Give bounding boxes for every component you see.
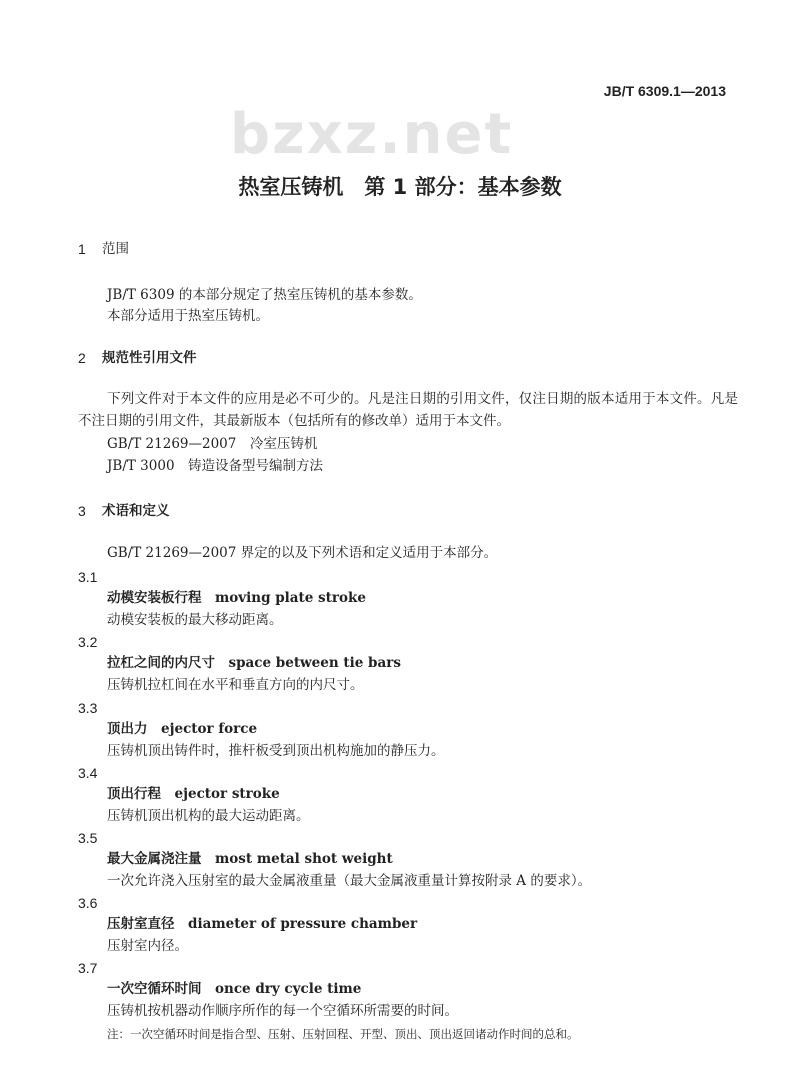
term-heading: 一次空循环时间 once dry cycle time (107, 981, 362, 997)
term-number: 3.7 (78, 960, 98, 976)
note: 注：一次空循环时间是指合型、压射、压射回程、开型、顶出、顶出返回诸动作时间的总和。 (107, 1027, 579, 1041)
term-heading: 拉杠之间的内尺寸 space between tie bars (107, 655, 401, 671)
term-definition: 压铸机拉杠间在水平和垂直方向的内尺寸。 (107, 677, 364, 693)
section-number: 1 (78, 241, 86, 257)
term-definition: 压射室内径。 (107, 938, 188, 954)
term-number: 3.2 (78, 634, 98, 650)
term-heading: 压射室直径 diameter of pressure chamber (107, 916, 418, 932)
term-number: 3.3 (78, 700, 98, 716)
term-number: 3.4 (78, 765, 98, 781)
watermark: bzxz.net (230, 102, 514, 167)
term-number: 3.5 (78, 830, 98, 846)
term-number: 3.6 (78, 895, 98, 911)
section-number: 2 (78, 350, 86, 366)
section-title: 范围 (102, 241, 129, 257)
term-definition: 压铸机顶出铸件时，推杆板受到顶出机构施加的静压力。 (107, 743, 445, 759)
term-heading: 顶出行程 ejector stroke (107, 786, 280, 802)
term-heading: 最大金属浇注量 most metal shot weight (107, 851, 393, 867)
term-definition: 动模安装板的最大移动距离。 (107, 612, 283, 628)
section-title: 术语和定义 (102, 503, 170, 519)
term-definition: 一次允许浇入压射室的最大金属液重量（最大金属液重量计算按附录 A 的要求）。 (107, 873, 592, 889)
paragraph: 下列文件对于本文件的应用是必不可少的。凡是注日期的引用文件，仅注日期的版本适用于本文件。凡是不注日期的引用文件，其最新版本（包括所有的修改单）适用于本文件。 (78, 391, 738, 429)
term-heading: 动模安装板行程 moving plate stroke (107, 590, 366, 606)
term-definition: 压铸机按机器动作顺序所作的每一个空循环所需要的时间。 (107, 1003, 458, 1019)
reference: JB/T 3000 铸造设备型号编制方法 (107, 458, 324, 474)
page-title: 热室压铸机 第 1 部分：基本参数 (238, 175, 562, 199)
reference: GB/T 21269—2007 冷室压铸机 (107, 436, 318, 452)
term-heading: 顶出力 ejector force (107, 721, 258, 737)
paragraph: GB/T 21269—2007 界定的以及下列术语和定义适用于本部分。 (107, 545, 498, 561)
document-number: JB/T 6309.1—2013 (603, 83, 726, 99)
term-definition: 压铸机顶出机构的最大运动距离。 (107, 808, 310, 824)
paragraph: JB/T 6309 的本部分规定了热室压铸机的基本参数。 (107, 287, 422, 303)
section-title: 规范性引用文件 (102, 350, 197, 366)
paragraph: 本部分适用于热室压铸机。 (107, 308, 269, 324)
section-number: 3 (78, 503, 86, 519)
term-number: 3.1 (78, 569, 98, 585)
